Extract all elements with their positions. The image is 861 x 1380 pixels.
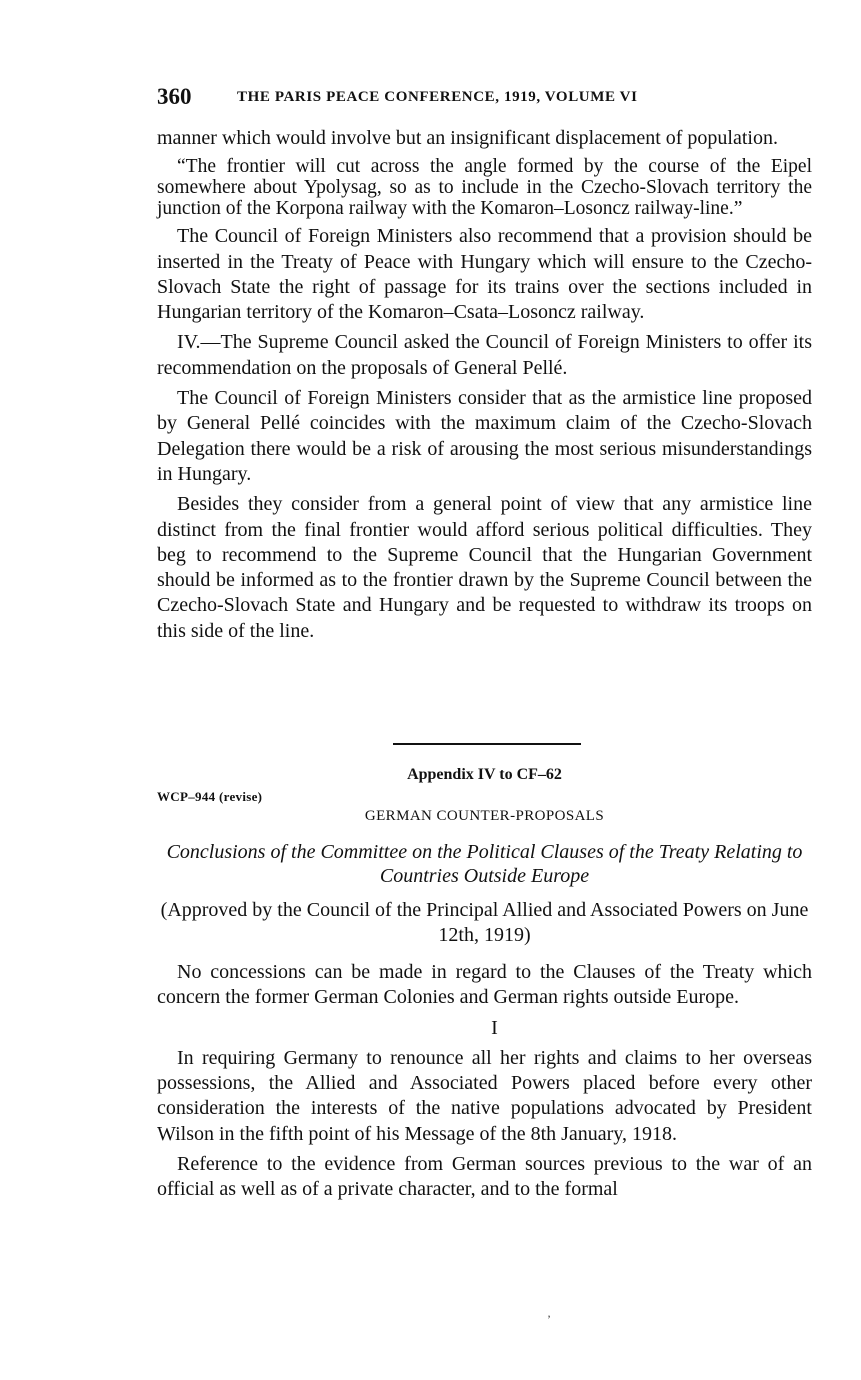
section-divider — [393, 743, 581, 745]
section-heading: GERMAN COUNTER-PROPOSALS — [364, 808, 605, 824]
running-title: THE PARIS PEACE CONFERENCE, 1919, VOLUME VI — [237, 89, 638, 105]
conclusions-title: Conclusions of the Committee on the Political Clauses of the Treaty Relating to Countries Outside Europe — [166, 841, 803, 887]
paragraph: The Council of Foreign Ministers consider that as the armistice line proposed by General Pellé coincides with the maximum claim of the Czecho-Slovach Delegation there would be a risk of arousing the most serious misunderstandings in Hungary. — [157, 387, 812, 485]
roman-heading: I — [491, 1016, 498, 1039]
paragraph: Reference to the evidence from German sources previous to the war of an official as well as of a private character, and to the formal — [157, 1153, 812, 1201]
document-reference: WCP–944 (revise) — [157, 789, 263, 804]
page-header — [157, 84, 817, 110]
appendix-text — [157, 960, 812, 1208]
paragraph-continuation: manner which would involve but an insignificant displacement of population. — [157, 127, 778, 149]
paragraph: In requiring Germany to renounce all her rights and claims to her overseas possessions, the Allied and Associated Powers placed before every other consideration the interests of the native populations advocated by President Wilson in the fifth point of his Message of the 8th January, 1918. — [157, 1046, 812, 1145]
main-text — [157, 126, 812, 649]
page-number: 360 — [157, 84, 192, 109]
approval-note: (Approved by the Council of the Principal Allied and Associated Powers on June 12th, 1919) — [160, 899, 809, 946]
paragraph: Besides they consider from a general point of view that any armistice line distinct from the final frontier would afford serious political difficulties. They beg to recommend to the Supreme Council that the Hungarian Government should be informed as to the frontier drawn by the Supreme Council between the Czecho-Slovach State and Hungary and be requested to withdraw its troops on this side of the line. — [157, 493, 812, 642]
footer-mark: ’ — [547, 1312, 551, 1326]
appendix-title: Appendix IV to CF–62 — [407, 766, 562, 783]
paragraph: IV.—The Supreme Council asked the Council of Foreign Ministers to offer its recommendation on the proposals of General Pellé. — [157, 331, 812, 379]
paragraph-quote: “The frontier will cut across the angle formed by the course of the Eipel somewhere about Ypolysag, so as to include in the Czecho-Slovach territory the junction of the Korpona railway with the Komaron–Losoncz railway-line.” — [157, 156, 812, 220]
paragraph: The Council of Foreign Ministers also recommend that a provision should be inserted in the Treaty of Peace with Hungary which will ensure to the Czecho-Slovach State the right of passage for its trains over the sections included in Hungarian territory of the Komaron–Csata–Losoncz railway. — [157, 225, 812, 324]
paragraph: No concessions can be made in regard to the Clauses of the Treaty which concern the former German Colonies and German rights outside Europe. — [157, 961, 812, 1009]
